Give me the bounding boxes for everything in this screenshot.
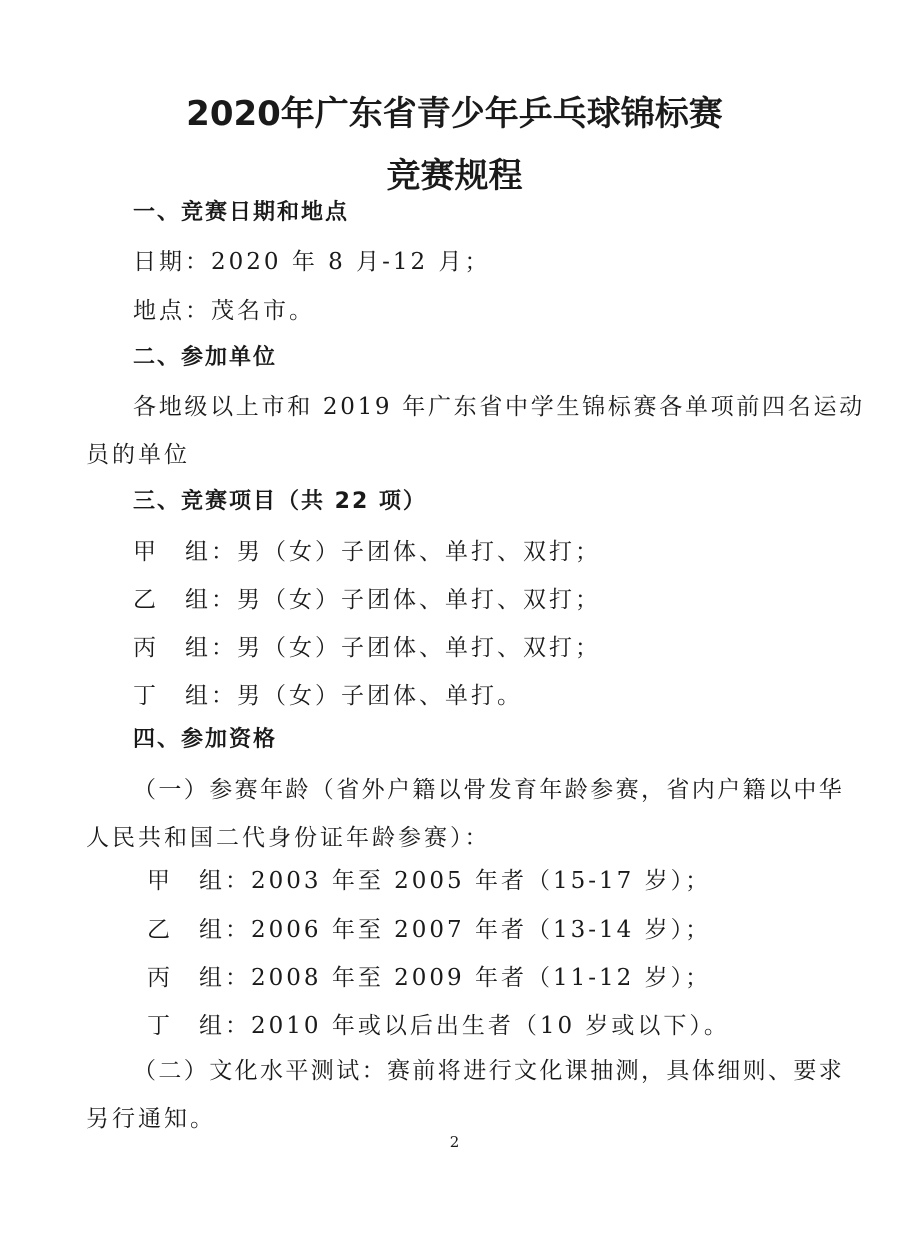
event-item: 乙 组：男（女）子团体、单打、双打； <box>133 587 601 613</box>
age-group-item: 丙 组：2008 年至 2009 年者（11-12 岁）； <box>147 965 712 991</box>
section-heading-eligibility: 四、参加资格 <box>133 727 278 752</box>
age-group-item: 甲 组：2003 年至 2005 年者（15-17 岁）； <box>147 868 712 894</box>
event-item: 丁 组：男（女）子团体、单打。 <box>133 683 523 709</box>
units-text-line1: 各地级以上市和 2019 年广东省中学生锦标赛各单项前四名运动 <box>133 394 865 420</box>
age-group-item: 丁 组：2010 年或以后出生者（10 岁或以下）。 <box>147 1013 730 1039</box>
location-line: 地点：茂名市。 <box>133 298 315 324</box>
culture-text-line1: （二）文化水平测试：赛前将进行文化课抽测，具体细则、要求 <box>133 1058 845 1084</box>
units-text-line2: 员的单位 <box>86 442 190 468</box>
culture-text-line2: 另行通知。 <box>86 1106 216 1132</box>
document-subtitle: 竞赛规程 <box>386 156 523 196</box>
section-heading-events: 三、竞赛项目（共 22 项） <box>133 489 427 514</box>
event-item: 甲 组：男（女）子团体、单打、双打； <box>133 539 601 565</box>
age-text-line2: 人民共和国二代身份证年龄参赛）： <box>86 825 491 851</box>
age-text-line1: （一）参赛年龄（省外户籍以骨发育年龄参赛，省内户籍以中华 <box>133 777 845 803</box>
page-number: 2 <box>449 1133 460 1151</box>
section-heading-units: 二、参加单位 <box>133 345 278 370</box>
document-title: 2020年广东省青少年乒乓球锦标赛 <box>186 94 723 134</box>
age-group-item: 乙 组：2006 年至 2007 年者（13-14 岁）； <box>147 917 712 943</box>
event-item: 丙 组：男（女）子团体、单打、双打； <box>133 635 601 661</box>
section-heading-dates: 一、竞赛日期和地点 <box>133 200 350 225</box>
date-line: 日期：2020 年 8 月-12 月； <box>133 249 491 275</box>
